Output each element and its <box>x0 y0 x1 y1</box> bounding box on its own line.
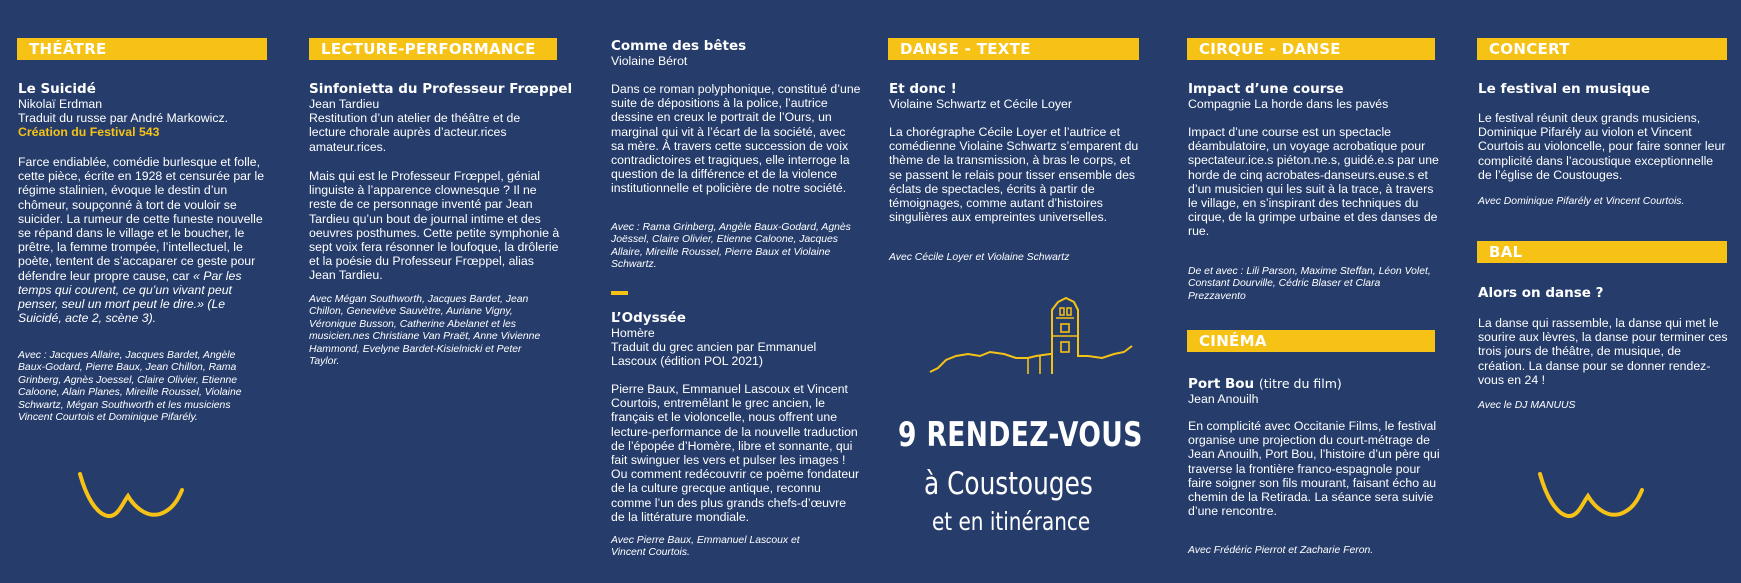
wave-logo-icon <box>76 470 186 522</box>
theatre-title: Le Suicidé <box>18 81 96 97</box>
odyssee-info <box>611 326 861 369</box>
odyssee-body: Pierre Baux, Emmanuel Lascoux et Vincent Courtois, entremêlant le grec ancien, le français et le violoncelle, nous offrent une lecture-performance de la nouvelle traduction de l’épopée d’Homère, libre et sonnante, qui fait swinguer les vers et pulser les images ! Ou comment redécouvrir ce poème fondateur de la culture grecque antique, reconnu comme l’un des plus grands chefs-d’œuvre de la littérature mondiale. <box>611 382 860 524</box>
concert-body: Le festival réunit deux grands musiciens, Dominique Pifarély au violon et Vincent Courtois au violoncelle, pour faire sonner leur complicité dans l’acoustique exceptionnelle de l’église de Coustouges. <box>1478 111 1726 182</box>
cirque-heading: CIRQUE - DANSE <box>1187 38 1435 60</box>
theatre-body <box>18 155 270 325</box>
cinema-title <box>1188 376 1342 392</box>
odyssee-credits: Avec Pierre Baux, Emmanuel Lascoux et Vincent Courtois. <box>611 535 800 559</box>
danse-title: Et donc ! <box>889 81 957 97</box>
odyssee-author: Homère <box>611 326 655 340</box>
lecture-author: Jean Tardieu <box>309 97 380 111</box>
bal-credits: Avec le DJ MANUUS <box>1478 400 1576 411</box>
rendezvous-subtitle-2: et en itinérance <box>932 507 1091 536</box>
theatre-body-text: Farce endiablée, comédie burlesque et folle, cette pièce, écrite en 1928 et censurée par le régime stalinien, évoque le destin d’un chômeur, soupçonné à tort de vouloir se suicider. La rumeur de cette funeste nouvelle se répand dans le village et le boucher, le prêtre, la femme trompée, l’intellectuel, le poète, tentent de s’accaparer ce geste pour défendre leur propre cause, car <box>18 155 265 283</box>
church-tower-illustration <box>928 296 1133 376</box>
theatre-credits: Avec : Jacques Allaire, Jacques Bardet, Angèle Baux-Godard, Pierre Baux, Jean Chillon, Rama Grinberg, Agnès Joessel, Claire Olivier, Etienne Caloone, Alain Planes, Mireille Roussel, Violaine Schwartz, Mégan Southworth et les musiciens Vincent Courtois et Dominique Pifarély. <box>18 350 242 424</box>
danse-body: La chorégraphe Cécile Loyer et l’autrice et comédienne Violaine Schwartz s’emparent du thème de la transmission, à bras le corps, et se passent le relais pour tisser ensemble des éclats de spectacles, écrits à partir de témoignages, comme autant d’histoires singulières aux empreintes universelles. <box>889 125 1139 225</box>
cinema-title-text: Port Bou <box>1188 376 1255 392</box>
concert-heading: CONCERT <box>1477 38 1727 60</box>
theatre-info <box>18 97 270 140</box>
cirque-body: Impact d’une course est un spectacle déambulatoire, un voyage acrobatique pour spectateur.ice.s piéton.ne.s, guidé.e.s par une horde de cinq acrobates-danseurs.euse.s et d’un musicien qui les suit à la trace, à travers le village, en s’inspirant des techniques du cirque, de la grimpe urbaine et des danses de rue. <box>1188 125 1439 239</box>
cinema-credits: Avec Frédéric Pierrot et Zacharie Feron. <box>1188 545 1374 556</box>
cirque-author: Compagnie La horde dans les pavés <box>1188 97 1389 111</box>
danse-credits: Avec Cécile Loyer et Violaine Schwartz <box>889 252 1070 263</box>
concert-title: Le festival en musique <box>1478 81 1651 97</box>
bal-body: La danse qui rassemble, la danse qui met le sourire aux lèvres, la danse pour terminer ces trois jours de théâtre, de musique, de création. La danse pour se donner rendez-vous en 24 ! <box>1478 316 1728 387</box>
lecture-desc: Restitution d’un atelier de théâtre et de lecture chorale auprès d’acteur.rices amateur.rices. <box>309 111 521 154</box>
rendezvous-subtitle: à Coustouges <box>924 466 1093 502</box>
odyssee-translation: Traduit du grec ancien par Emmanuel Lascoux (édition POL 2021) <box>611 340 817 369</box>
lecture-info <box>309 97 559 154</box>
cirque-credits: De et avec : Lili Parson, Maxime Steffan, Léon Volet, Constant Dourville, Cédric Blaser et Clara Prezzavento <box>1188 266 1431 302</box>
cirque-title: Impact d’une course <box>1188 81 1344 97</box>
betes-author: Violaine Bérot <box>611 54 688 68</box>
lecture-credits: Avec Mégan Southworth, Jacques Bardet, Jean Chillon, Geneviève Sauvètre, Auriane Vigny, Véronique Busson, Catherine Abelanet et les musicien.nes Christiane Van Praët, Anne Vivienne Hammond, Evelyne Bardet-Kisielnicki et Peter Taylor. <box>309 294 541 368</box>
lecture-title: Sinfonietta du Professeur Frœppel <box>309 81 573 97</box>
concert-credits: Avec Dominique Pifarély et Vincent Courtois. <box>1478 196 1685 207</box>
rendezvous-title: 9 RENDEZ-VOUS <box>898 415 1143 455</box>
betes-body: Dans ce roman polyphonique, constitué d’une suite de dépositions à la police, l’autrice dessine en creux le portrait de l’Ours, un marginal qui vit à l’écart de la société, avec sa mère. À travers cette succession de voix contradictoires et tragiques, elle interroge la question de la différence et de la violence institutionnelle et policière de notre société. <box>611 82 861 196</box>
cinema-author: Jean Anouilh <box>1188 392 1259 406</box>
theatre-heading: THÉÂTRE <box>17 38 267 60</box>
betes-title: Comme des bêtes <box>611 38 747 54</box>
lecture-body: Mais qui est le Professeur Frœppel, génial linguiste à l’apparence clownesque ? Il ne reste de ce personnage inventé par Jean Tardieu qu’un bout de journal intime et des oeuvres posthumes. Cette petite symphonie à sept voix fera résonner le loufoque, la drôlerie et la poésie du Professeur Frœppel, alias Jean Tardieu. <box>309 169 560 283</box>
theatre-translation: Traduit du russe par André Markowicz. <box>18 111 229 126</box>
cinema-body: En complicité avec Occitanie Films, le festival organise une projection du court-métrage de Jean Anouilh, Port Bou, l’histoire d’un père qui traverse la frontière franco-espagnole pour faire soigner son fils mourant, faisant écho au chemin de la Retirada. La séance sera suivie d’une rencontre. <box>1188 419 1440 519</box>
section-divider <box>611 291 628 295</box>
bal-title: Alors on danse ? <box>1478 285 1604 301</box>
bal-heading: BAL <box>1477 241 1727 263</box>
danse-author: Violaine Schwartz et Cécile Loyer <box>889 97 1072 111</box>
theatre-author: Nikolaï Erdman <box>18 97 103 111</box>
cinema-title-note: (titre du film) <box>1258 376 1342 391</box>
theatre-quote: « Par les temps qui courent, ce qu’un vivant peut penser, seul un mort peut le dire.» (Le Suicidé, acte 2, scène 3). <box>18 268 242 326</box>
lecture-heading: LECTURE-PERFORMANCE <box>309 38 557 60</box>
betes-credits: Avec : Rama Grinberg, Angèle Baux-Godard, Agnès Joëssel, Claire Olivier, Etienne Caloone, Jacques Allaire, Mireille Roussel, Pierre Baux et Violaine Schwartz. <box>611 222 851 271</box>
odyssee-title: L’Odyssée <box>611 310 686 326</box>
theatre-festival-badge: Création du Festival 543 <box>18 125 160 140</box>
wave-logo-icon <box>1536 470 1646 522</box>
cinema-heading: CINÉMA <box>1187 330 1435 352</box>
danse-heading: DANSE - TEXTE <box>888 38 1139 60</box>
